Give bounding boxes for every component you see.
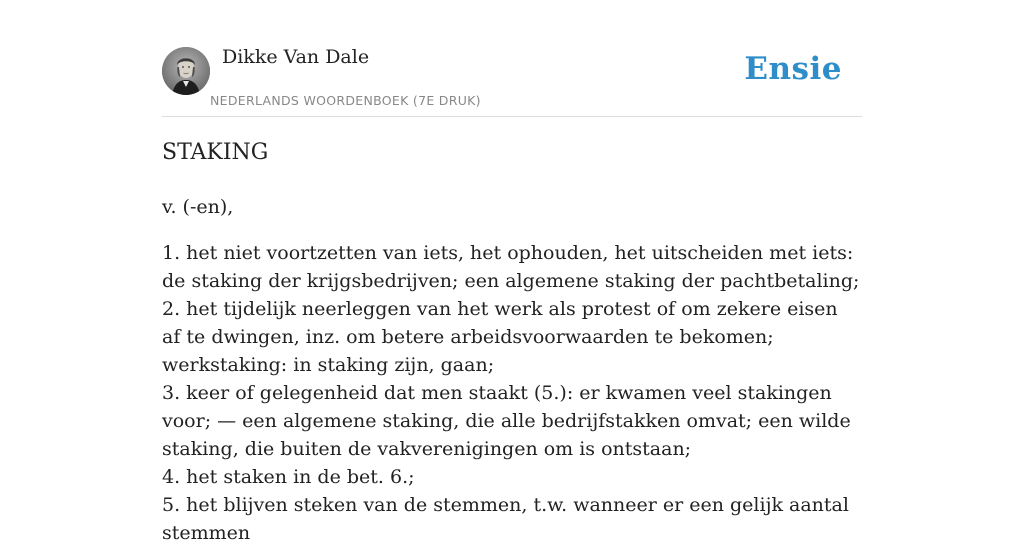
entry-title: STAKING	[162, 140, 269, 165]
author-portrait-icon	[162, 47, 210, 95]
ensie-logo[interactable]: Ensie	[744, 51, 842, 87]
definition-item: 3. keer of gelegenheid dat men staakt (5.): er kwamen veel stakingen voor; — een algemene staking, die alle bedrijfstakken omvat; een wilde staking, die buiten de vakverenigingen om is ontstaan;	[162, 382, 851, 460]
definition-item: 2. het tijdelijk neerleggen van het werk als protest of om zekere eisen af te dwingen, inz. om betere arbeidsvoorwaarden te bekomen; werkstaking: in staking zijn, gaan;	[162, 298, 838, 376]
entry-grammar: v. (-en),	[162, 196, 234, 218]
source-label[interactable]: NEDERLANDS WOORDENBOEK (7E DRUK)	[210, 93, 481, 108]
definition-item: 5. het blijven steken van de stemmen, t.w. wanneer er een gelijk aantal stemmen	[162, 494, 849, 544]
entry-definitions	[162, 239, 862, 547]
definition-item: 1. het niet voortzetten van iets, het ophouden, het uitscheiden met iets: de staking der krijgsbedrijven; een algemene staking der pachtbetaling;	[162, 242, 860, 292]
author-name[interactable]: Dikke Van Dale	[222, 46, 370, 68]
definition-item: 4. het staken in de bet. 6.;	[162, 466, 415, 488]
author-avatar[interactable]	[162, 47, 210, 95]
page-header	[162, 42, 862, 117]
